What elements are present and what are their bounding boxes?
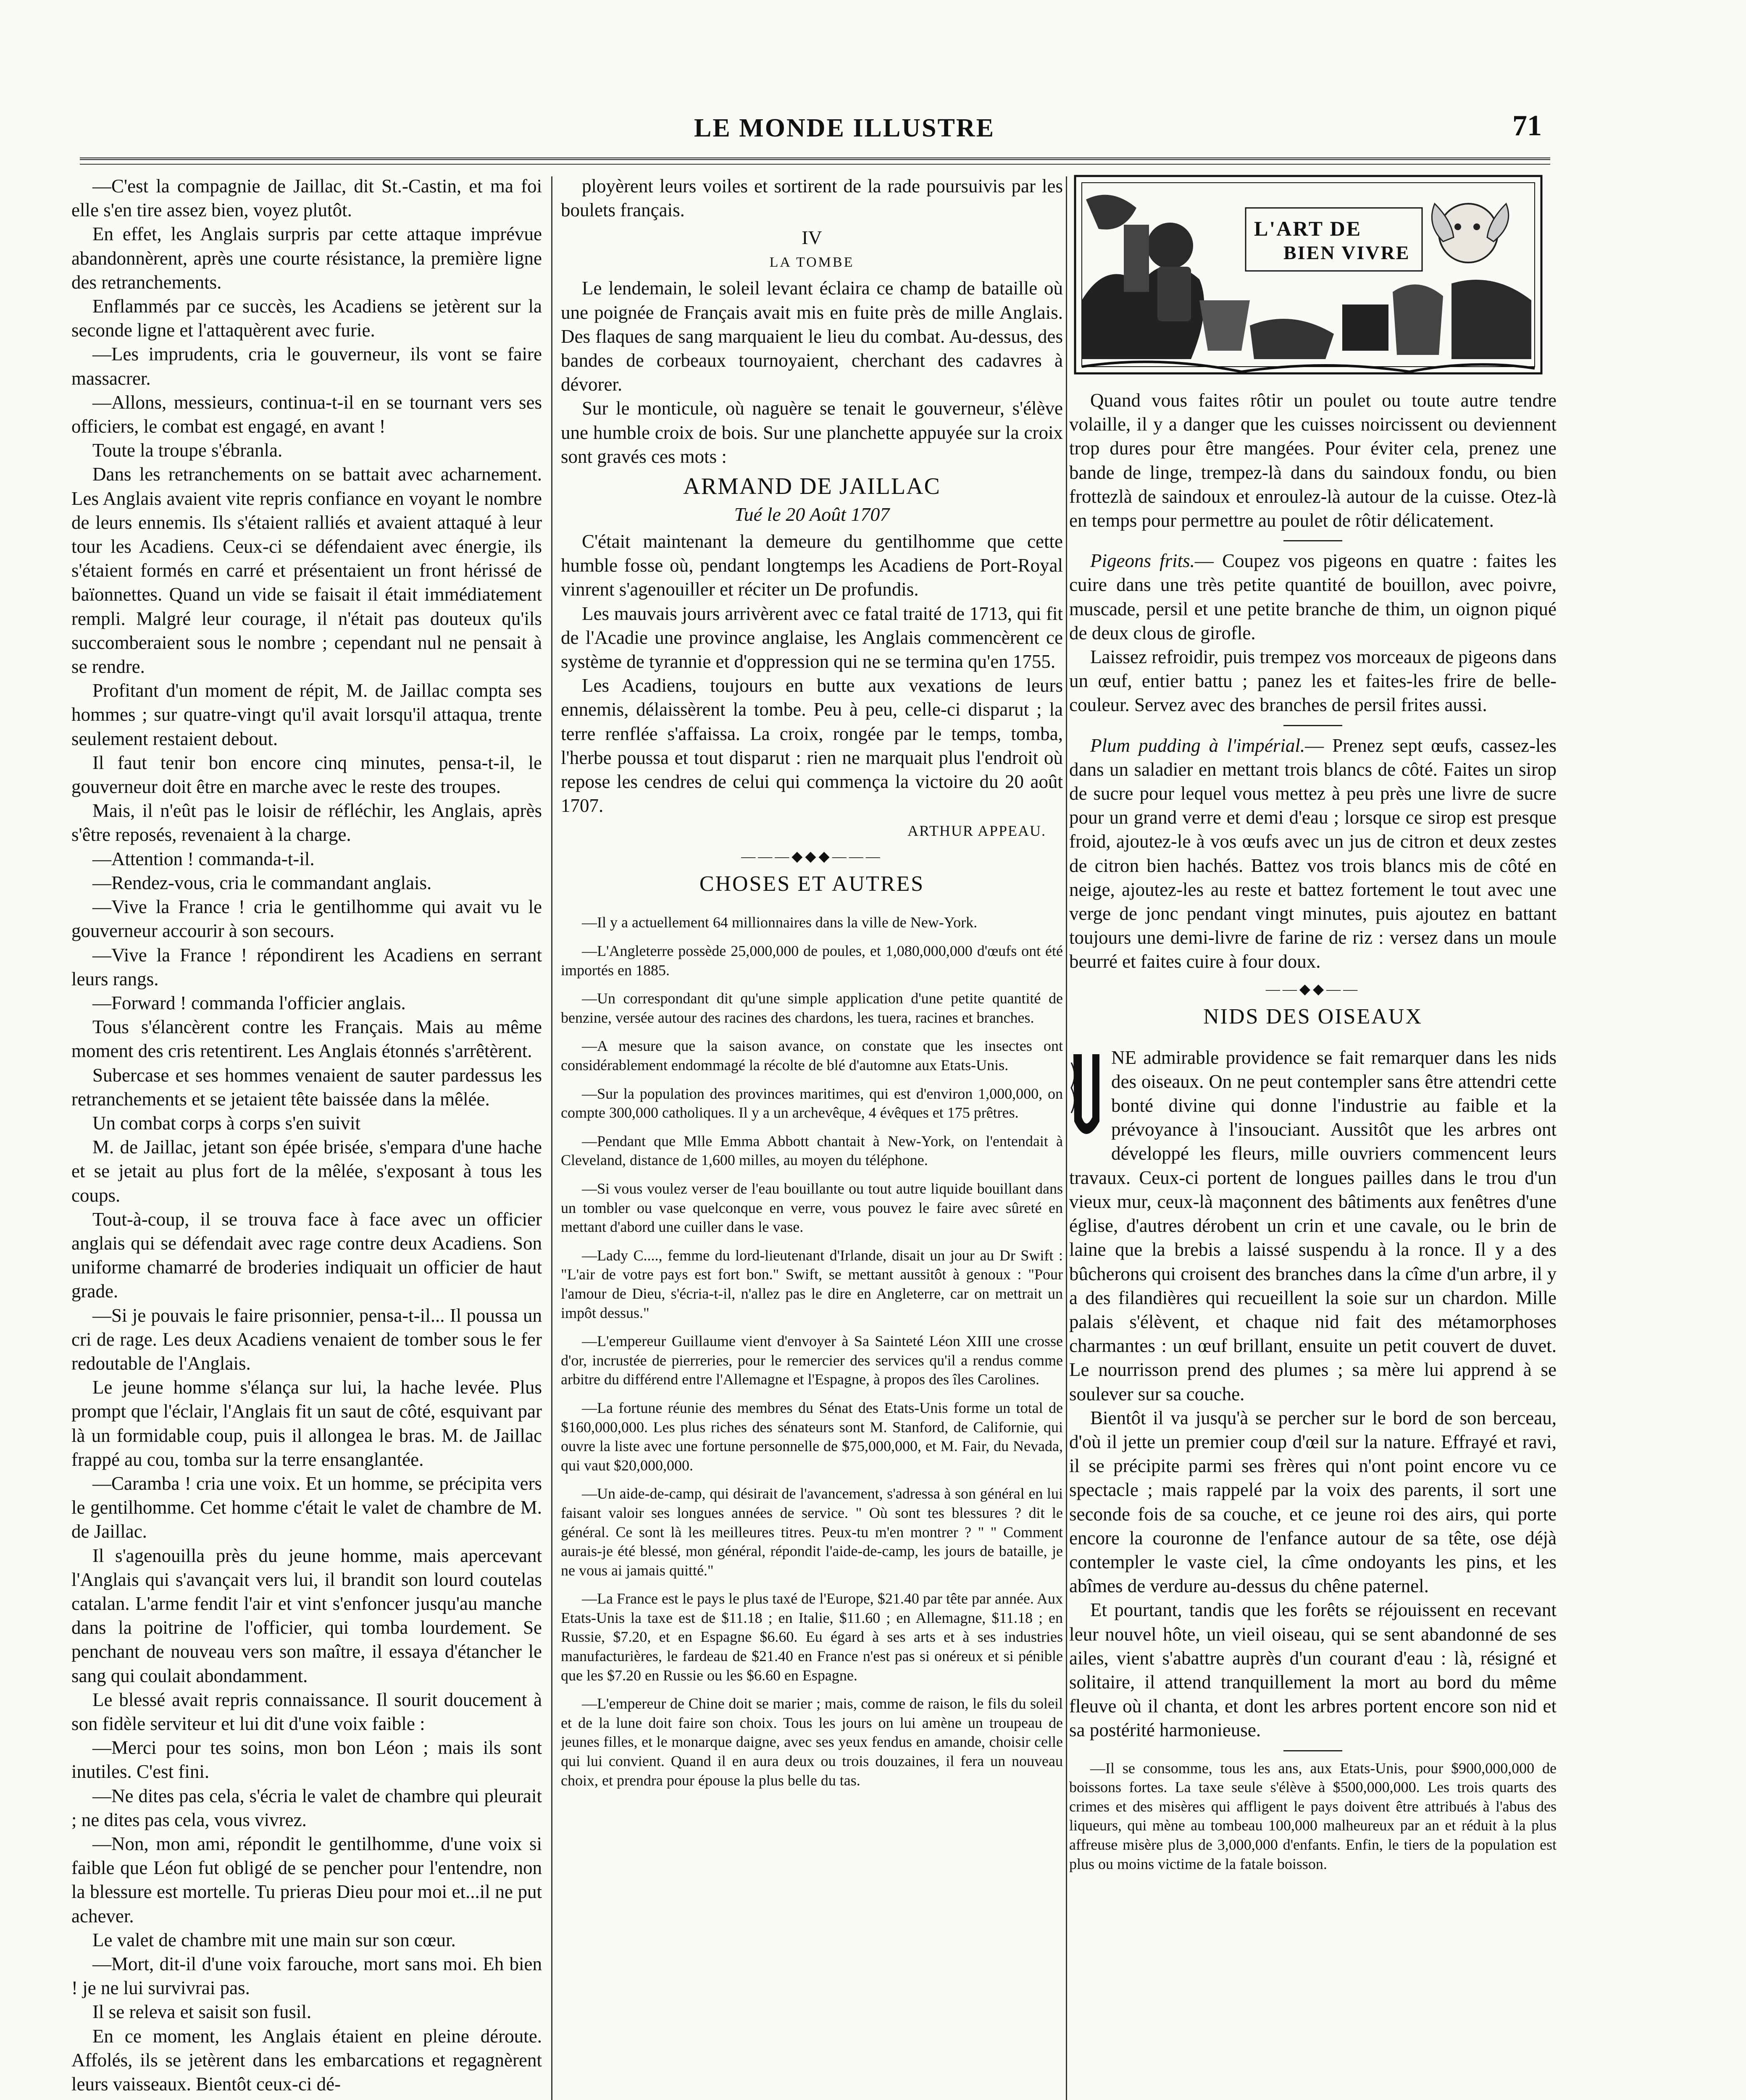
story-paragraph: Tous s'élancèrent contre les Français. Mais au même moment des cris retentirent. Les Anglais étonnés s'arrêtèrent. bbox=[71, 1016, 542, 1062]
news-item: —Un correspondant dit qu'une simple application d'une petite quantité de benzine, versée autour des racines des chardons, les tuera, racines et branches. bbox=[561, 990, 1063, 1026]
nids-first-text: NE admirable providence se fait remarquer dans les nids des oiseaux. On ne peut contempler sans être attendri cette bonté divine qui donne l'industrie au faible et la prévoyance à l'insouciant. Aussitôt que les arbres ont développé les fleurs, mille ouvriers commencent leurs travaux. Ceux-ci portent de longues pailles dans le trou d'un vieux mur, ceux-là maçonnent des bâtiments aux fenêtres d'une église, d'autres dérobent un crin et une cavale, ou le brin de laine que la brebis a laissé suspendu à la ronce. Il y a des bûcherons qui croisent des branches dans la cîme d'un arbre, il y a des filandières qui recueillent la soie sur un chardon. Mille palais s'élèvent, et chaque nid fait des métamorphoses charmantes : un œuf brillant, ensuite un petit couvert de duvet. Le nourrisson prend des plumes ; sa mère lui apprend à se soulever sur sa couche. bbox=[1069, 1047, 1557, 1404]
news-item: —Sur la population des provinces maritimes, qui est d'environ 1,000,000, on compte 300,000 catholiques. Il y a un archevêque, 4 évêques et 175 prêtres. bbox=[561, 1085, 1063, 1121]
story-paragraph: —Vive la France ! cria le gentilhomme qui avait vu le gouverneur accourir à son secours. bbox=[71, 896, 542, 942]
section-ornament: ——◆◆—— bbox=[1265, 981, 1360, 997]
story-intro: ployèrent leurs voiles et sortirent de la rade poursuivis par les boulets français. bbox=[561, 176, 1063, 221]
news-item: —L'empereur de Chine doit se marier ; mais, comme de raison, le fils du soleil et de la lune doit faire son choix. Tous les jours on lui amène un troupeau de jeunes filles, et le monarque daigne, avec ses yeux fendus en amande, choisir celle qui lui convient. Quand il en aura deux ou trois douzaines, il fera un nouveau choix, et prendra pour épouse la plus belle du tas. bbox=[561, 1695, 1063, 1789]
story-paragraph: —Si je pouvais le faire prisonnier, pensa-t-il... Il poussa un cri de rage. Les deux Acadiens venaient de tomber sous le fer redoutable de l'Anglais. bbox=[71, 1305, 542, 1374]
story-paragraph: —Vive la France ! répondirent les Acadiens en serrant leurs rangs. bbox=[71, 944, 542, 990]
story-paragraph: Les Acadiens, toujours en butte aux vexations de leurs ennemis, délaissèrent la tombe. Peu à peu, celle-ci disparut ; la terre renflée s'affaissa. La croix, rongée par le temps, tomba, l'herbe poussa et tout disparut : rien ne marquait plus l'endroit où repose les cendres de celui qui commença la victoire du 20 août 1707. bbox=[561, 675, 1063, 816]
short-rule bbox=[1283, 1750, 1342, 1751]
nids-paragraph: Et pourtant, tandis que les forêts se réjouissent en recevant leur nouvel hôte, un vieil oiseau, qui se sent abandonné de ses ailes, vient s'abattre auprès d'un courant d'eau : là, résigné et solitaire, il attend tranquillement la mort au bord du même fleuve où il chanta, et dont les arbres portent encore son nid et sa postérité harmonieuse. bbox=[1069, 1599, 1557, 1741]
story-paragraph: Mais, il n'eût pas le loisir de réfléchir, les Anglais, après s'être reposés, revenaient à la charge. bbox=[71, 800, 542, 845]
tombe-paragraphs bbox=[561, 276, 1063, 469]
story-ending bbox=[561, 530, 1063, 818]
news-item: —Pendant que Mlle Emma Abbott chantait à New-York, on l'entendait à Cleveland, distance de 1,600 milles, au moyen du téléphone. bbox=[561, 1132, 1063, 1169]
story-paragraph: —C'est la compagnie de Jaillac, dit St.-Castin, et ma foi elle s'en tire assez bien, voyez plutôt. bbox=[71, 176, 542, 221]
story-paragraph: —Forward ! commanda l'officier anglais. bbox=[92, 992, 406, 1013]
recipe-pigeons-2: Laissez refroidir, puis trempez vos morceaux de pigeons dans un œuf, entier battu ; panez les et faites-les frire de belle-couleur. Servez avec des branches de persil frites aussi. bbox=[1069, 646, 1557, 716]
story-paragraph: Profitant d'un moment de répit, M. de Jaillac compta ses hommes ; sur quatre-vingt qu'il avait lorsqu'il attaqua, trente seulement restaient debout. bbox=[71, 680, 542, 749]
recipe-pigeons-text: — Coupez vos pigeons en quatre : faites les cuire dans une très petite quantité de bouillon, avec poivre, muscade, persil et une petite branche de thim, un oignon piqué de deux clous de girofle. bbox=[1069, 550, 1557, 643]
tombe-paragraph: Sur le monticule, où naguère se tenait le gouverneur, s'élève une humble croix de bois. Sur une planchette appuyée sur la croix sont gravés ces mots : bbox=[561, 398, 1063, 467]
story-paragraph: —Caramba ! cria une voix. Et un homme, se précipita vers le gentilhomme. Cet homme c'était le valet de chambre de M. de Jaillac. bbox=[71, 1473, 542, 1542]
story-paragraph: Enflammés par ce succès, les Acadiens se jetèrent sur la seconde ligne et l'attaquèrent avec furie. bbox=[71, 296, 542, 341]
story-paragraph: Un combat corps à corps s'en suivit bbox=[92, 1112, 360, 1134]
news-item: —Lady C...., femme du lord-lieutenant d'Irlande, disait un jour au Dr Swift : "L'air de votre pays est fort bon." Swift, se mettant aussitôt à genoux : "Pour l'amour de Dieu, s'écria-t-il, n'allez pas le dire en Angleterre, car on mettrait un impôt dessus." bbox=[561, 1247, 1063, 1321]
news-item: —Il y a actuellement 64 millionnaires dans la ville de New-York. bbox=[582, 914, 978, 931]
art-de-bien-vivre-vignette bbox=[1073, 174, 1544, 380]
column-divider bbox=[1066, 176, 1067, 2100]
story-paragraph: Il s'agenouilla près du jeune homme, mais apercevant l'Anglais qui s'avançait vers lui, il brandit son lourd coutelas catalan. L'arme fendit l'air et vint s'enfoncer jusqu'au manche dans la poitrine de l'officier, qui tomba lourdement. Se penchant de nouveau vers son maître, il essaya d'étancher le sang qui coulait abondamment. bbox=[71, 1545, 542, 1686]
story-paragraph: —Attention ! commanda-t-il. bbox=[92, 848, 315, 869]
column-divider bbox=[551, 176, 552, 2100]
story-paragraph: Le valet de chambre mit une main sur son cœur. bbox=[92, 1929, 456, 1950]
news-items bbox=[561, 913, 1063, 1790]
news-item: —Un aide-de-camp, qui désirait de l'avancement, s'adressa à son général en lui faisant valoir ses longues années de service. " Où sont tes blessures ? dit le général. Ce sont là les meilleures titres. Peux-tu m'en montrer ? " " Comment aurais-je été blessé, mon général, répondit l'aide-de-camp, les jours de bataille, je ne vous ai jamais quitté." bbox=[561, 1485, 1063, 1579]
news-item: —L'Angleterre possède 25,000,000 de poules, et 1,080,000,000 d'œufs ont été importés en 1885. bbox=[561, 942, 1063, 979]
news-item: —A mesure que la saison avance, on constate que les insectes ont considérablement endommagé la récolte de blé d'automne aux Etats-Unis. bbox=[561, 1037, 1063, 1074]
tombe-paragraph: Le lendemain, le soleil levant éclaira ce champ de bataille où une poignée de Français avait mis en fuite près de mille Anglais. Des flaques de sang marquaient le lieu du combat. Au-dessus, des bandes de corbeaux tournoyaient, cherchant des cadavres à dévorer. bbox=[561, 278, 1063, 395]
final-note-alcohol: —Il se consomme, tous les ans, aux Etats-Unis, pour $900,000,000 de boissons fortes. La taxe seule s'élève à $500,000,000. Les trois quarts des crimes et des misères qui affligent le pays doivent être attribués à l'abus des liqueurs, qui mène au tombeau 100,000 malheureux par an et réduit à la plus affreuse misère plus de 3,000,000 d'enfants. Enfin, le tiers de la population est plus ou moins victime de la fatale boisson. bbox=[1069, 1759, 1557, 1872]
story-paragraph: —Non, mon ami, répondit le gentilhomme, d'une voix si faible que Léon fut obligé de se pencher pour l'entendre, non la blessure est mortelle. Tu prieras Dieu pour moi et...il ne put achever. bbox=[71, 1833, 542, 1927]
short-rule bbox=[1283, 540, 1342, 541]
news-item: —Si vous voulez verser de l'eau bouillante ou tout autre liquide bouillant dans un tombler ou vase quelconque en verre, vous pouvez le faire avec sûreté en mettant d'abord une cuiller dans le vase. bbox=[561, 1180, 1063, 1236]
page-number: 71 bbox=[1512, 110, 1542, 142]
story-paragraph: En ce moment, les Anglais étaient en pleine déroute. Affolés, ils se jetèrent dans les embarcations et regagnèrent leurs vaisseaux. Bientôt ceux-ci dé- bbox=[71, 2025, 542, 2095]
chapter-number: IV bbox=[802, 227, 822, 249]
newspaper-title: LE MONDE ILLUSTRE bbox=[694, 114, 995, 142]
recipe-plum-title: Plum pudding à l'impérial. bbox=[1090, 735, 1305, 756]
author-signature: ARTHUR APPEAU. bbox=[907, 822, 1046, 840]
decorative-initial-U bbox=[1069, 1050, 1103, 1142]
nids-paragraphs bbox=[1069, 1406, 1557, 1743]
story-paragraphs bbox=[71, 174, 542, 2096]
story-paragraph: —Allons, messieurs, continua-t-il en se tournant vers ses officiers, le combat est engagé, en avant ! bbox=[71, 391, 542, 437]
chapter-title: LA TOMBE bbox=[769, 255, 855, 270]
story-paragraph: Toute la troupe s'ébranla. bbox=[92, 440, 283, 461]
story-paragraph: Dans les retranchements on se battait avec acharnement. Les Anglais avaient vite repris confiance en voyant le nombre de leurs ennemis. Ils s'étaient ralliés et avaient attaqué à leur tour les Acadiens. Ceux-ci se défendaient avec énergie, ils s'étaient formés en carré et présentaient un front hérissé de baïonnettes. Quand un vide se faisait il était immédiatement rempli. Malgré leur courage, il n'était pas douteux qu'ils succomberaient sous le nombre ; cependant nul ne pensait à se rendre. bbox=[71, 464, 542, 677]
news-item: —L'empereur Guillaume vient d'envoyer à Sa Sainteté Léon XIII une crosse d'or, incrustée de pierreries, pour le remercier des services qu'il a rendus comme arbitre du différend entre l'Allemagne et l'Espagne, à propos des îles Carolines. bbox=[561, 1333, 1063, 1388]
story-paragraph: C'était maintenant la demeure du gentilhomme que cette humble fosse où, pendant longtemps les Acadiens de Port-Royal vinrent s'agenouiller et réciter un De profundis. bbox=[561, 531, 1063, 600]
story-paragraph: —Ne dites pas cela, s'écria le valet de chambre qui pleurait ; ne dites pas cela, vous vivrez. bbox=[71, 1785, 542, 1830]
story-paragraph: En effet, les Anglais surpris par cette attaque imprévue abandonnèrent, après une courte résistance, la première ligne des retranchements. bbox=[71, 223, 542, 293]
header-rule bbox=[80, 158, 1550, 160]
story-paragraph: Il se releva et saisit son fusil. bbox=[92, 2001, 312, 2023]
story-paragraph: —Les imprudents, cria le gouverneur, ils vont se faire massacrer. bbox=[71, 344, 542, 389]
page-header bbox=[80, 105, 1550, 155]
recipe-plum-text: — Prenez sept œufs, cassez-les dans un saladier en mettant trois blancs de côté. Faites un sirop de sucre pour lequel vous mettez à peu près une livre de sucre pour un grand verre et demi d'eau ; lorsque ce sirop est presque froid, ajoutez-le à vos œufs avec un jus de citron et deux zestes de citron bien hachés. Battez vos trois blancs mis de côté en neige, ajoutez-les au reste et battez fortement le tout avec une verge de jonc pendant vingt minutes, puis ajoutez en battant toujours une demi-livre de farine de riz : versez dans un moule beurré et faites cuire à four doux. bbox=[1069, 735, 1557, 972]
vignette-title: L'ART DE bbox=[1254, 217, 1362, 240]
story-paragraph: Il faut tenir bon encore cinq minutes, pensa-t-il, le gouverneur doit être en marche avec le reste des troupes. bbox=[71, 752, 542, 798]
story-paragraph: —Rendez-vous, cria le commandant anglais. bbox=[92, 872, 432, 893]
story-paragraph: Tout-à-coup, il se trouva face à face avec un officier anglais qui se défendait avec rage contre deux Acadiens. Son uniforme chamarré de broderies indiquait un officier de haut grade. bbox=[71, 1208, 542, 1302]
epitaph-date: Tué le 20 Août 1707 bbox=[734, 504, 890, 525]
nids-paragraph: Bientôt il va jusqu'à se percher sur le bord de son berceau, d'où il jette un premier coup d'œil sur la nature. Effrayé et ravi, il se précipite parmi ses frères qui n'ont point encore vu ce spectacle ; mais rappelé par la voix des parents, il sort une seconde fois de sa couche, et ce jeune roi des airs, qui porte encore la couronne de l'enfance autour de sa tête, ose déjà contempler le vaste ciel, la cîme ondoyants les pins, et les abîmes de verdure au-dessus du chêne paternel. bbox=[1069, 1407, 1557, 1597]
column-tombe-and-news bbox=[561, 174, 1063, 2100]
news-item: —La France est le pays le plus taxé de l'Europe, $21.40 par tête par année. Aux Etats-Unis la taxe est de $11.18 ; en Italie, $11.60 ; en Allemagne, $11.18 ; en Russie, $7.20, et en Espagne $6.60. Eu égard à ses arts et à ses industries manufacturières, le fardeau de $21.40 en France n'est pas si onéreux et si pénible que les $7.20 en Russie ou les $6.60 en Espagne. bbox=[561, 1590, 1063, 1684]
recipe-pigeons bbox=[1069, 549, 1557, 645]
vignette-subtitle: BIEN VIVRE bbox=[1283, 242, 1410, 263]
nids-first-paragraph bbox=[1069, 1046, 1557, 1406]
story-paragraph: Le jeune homme s'élança sur lui, la hache levée. Plus prompt que l'éclair, l'Anglais fit un saut de côté, esquivant par là un formidable coup, puis il allongea le bras. M. de Jaillac frappé au cou, tomba sur la terre ensanglantée. bbox=[71, 1377, 542, 1470]
section-ornament: ———◆◆◆——— bbox=[741, 849, 883, 865]
column-cuisine-and-nids bbox=[1069, 174, 1557, 2100]
recipe-plum-pudding bbox=[1069, 734, 1557, 974]
header-rule-thin bbox=[80, 164, 1550, 165]
story-paragraph: —Merci pour tes soins, mon bon Léon ; mais ils sont inutiles. C'est fini. bbox=[71, 1737, 542, 1782]
story-paragraph: Les mauvais jours arrivèrent avec ce fatal traité de 1713, qui fit de l'Acadie une province anglaise, les Anglais commencèrent ce système de tyrannie et d'oppression qui ne se termina qu'en 1755. bbox=[561, 603, 1063, 672]
recipe-pigeons-title: Pigeons frits. bbox=[1090, 550, 1195, 572]
story-paragraph: Subercase et ses hommes venaient de sauter pardessus les retranchements et se jetaient tête baissée dans la mêlée. bbox=[71, 1064, 542, 1110]
story-paragraph: —Mort, dit-il d'une voix farouche, mort sans moi. Eh bien ! je ne lui survivrai pas. bbox=[71, 1953, 542, 1999]
story-paragraph: M. de Jaillac, jetant son épée brisée, s'empara d'une hache et se jetait au plus fort de la mêlée, s'exposant à tous les coups. bbox=[71, 1137, 542, 1206]
news-item: —La fortune réunie des membres du Sénat des Etats-Unis forme un total de $160,000,000. Les plus riches des sénateurs sont M. Stanford, de Californie, qui ouvre la liste avec une fortune personnelle de $75,000,000, et M. Fair, du Nevada, qui vaut $20,000,000. bbox=[561, 1399, 1063, 1474]
short-rule bbox=[1283, 725, 1342, 726]
column-story-continued bbox=[71, 174, 542, 2100]
story-paragraph: Le blessé avait repris connaissance. Il sourit doucement à son fidèle serviteur et lui dit d'une voix faible : bbox=[71, 1689, 542, 1734]
choses-section-title: CHOSES ET AUTRES bbox=[699, 872, 925, 896]
nids-section-title: NIDS DES OISEAUX bbox=[1203, 1004, 1423, 1029]
recipe-poulet: Quand vous faites rôtir un poulet ou toute autre tendre volaille, il y a danger que les cuisses noircissent ou deviennent trop dures pour être mangées. Pour éviter cela, prenez une bande de linge, trempez-là dans du saindoux fondu, ou bien frottezlà de saindoux et enroulez-là autour de la cuisse. Otez-là en temps pour permettre au poulet de rôtir délicatement. bbox=[1069, 390, 1557, 531]
epitaph-name: ARMAND DE JAILLAC bbox=[683, 473, 941, 500]
vignette-illustration bbox=[1073, 174, 1544, 380]
